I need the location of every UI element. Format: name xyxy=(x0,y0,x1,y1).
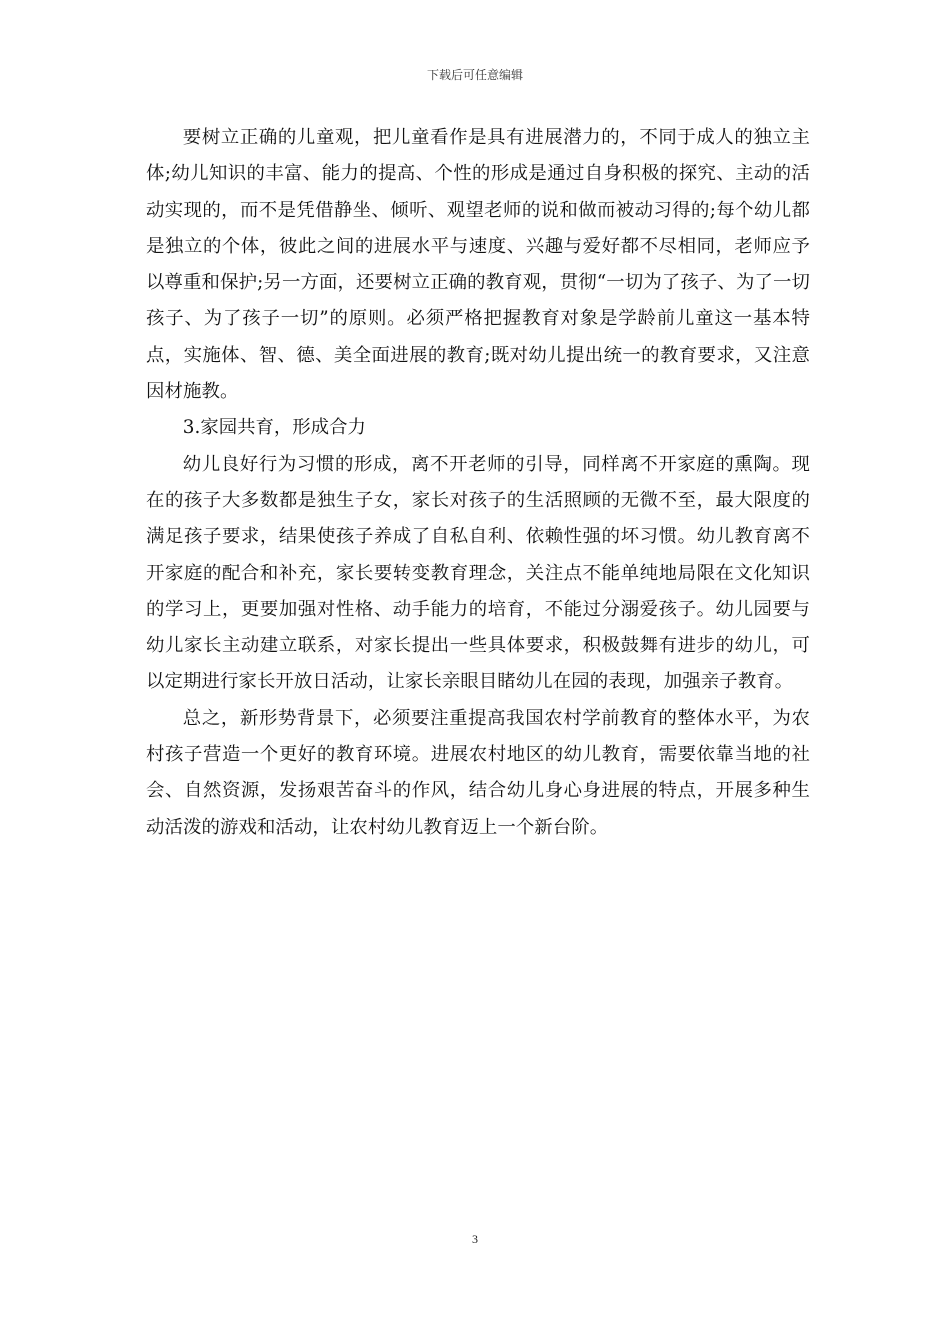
paragraph-conclusion: 总之，新形势背景下，必须要注重提高我国农村学前教育的整体水平，为农村孩子营造一个更好的教育环境。进展农村地区的幼儿教育，需要依靠当地的社会、自然资源，发扬艰苦奋斗的作风，结合幼儿身心身进展的特点，开展多种生动活泼的游戏和活动，让农村幼儿教育迈上一个新台阶。 xyxy=(146,707,810,838)
page-number: 3 xyxy=(472,1232,478,1246)
document-body xyxy=(146,120,810,846)
paragraph-home-school: 幼儿良好行为习惯的形成，离不开老师的引导，同样离不开家庭的熏陶。现在的孩子大多数都是独生子女，家长对孩子的生活照顾的无微不至，最大限度的满足孩子要求，结果使孩子养成了自私自利、依赖性强的坏习惯。幼儿教育离不开家庭的配合和补充，家长要转变教育理念，关注点不能单纯地局限在文化知识的学习上，更要加强对性格、动手能力的培育，不能过分溺爱孩子。幼儿园要与幼儿家长主动建立联系，对家长提出一些具体要求，积极鼓舞有进步的幼儿，可以定期进行家长开放日活动，让家长亲眼目睹幼儿在园的表现，加强亲子教育。 xyxy=(146,453,810,693)
paragraph-children-view: 要树立正确的儿童观，把儿童看作是具有进展潜力的，不同于成人的独立主体;幼儿知识的丰富、能力的提高、个性的形成是通过自身积极的探究、主动的活动实现的，而不是凭借静坐、倾听、观望老师的说和做而被动习得的;每个幼儿都是独立的个体，彼此之间的进展水平与速度、兴趣与爱好都不尽相同，老师应予以尊重和保护;另一方面，还要树立正确的教育观，贯彻“一切为了孩子、为了一切孩子、为了孩子一切”的原则。必须严格把握教育对象是学龄前儿童这一基本特点，实施体、智、德、美全面进展的教育;既对幼儿提出统一的教育要求，又注意因材施教。 xyxy=(146,127,810,403)
section-heading-home-school: 3.家园共育，形成合力 xyxy=(182,417,366,439)
page-header: 下载后可任意编辑 xyxy=(426,68,523,82)
